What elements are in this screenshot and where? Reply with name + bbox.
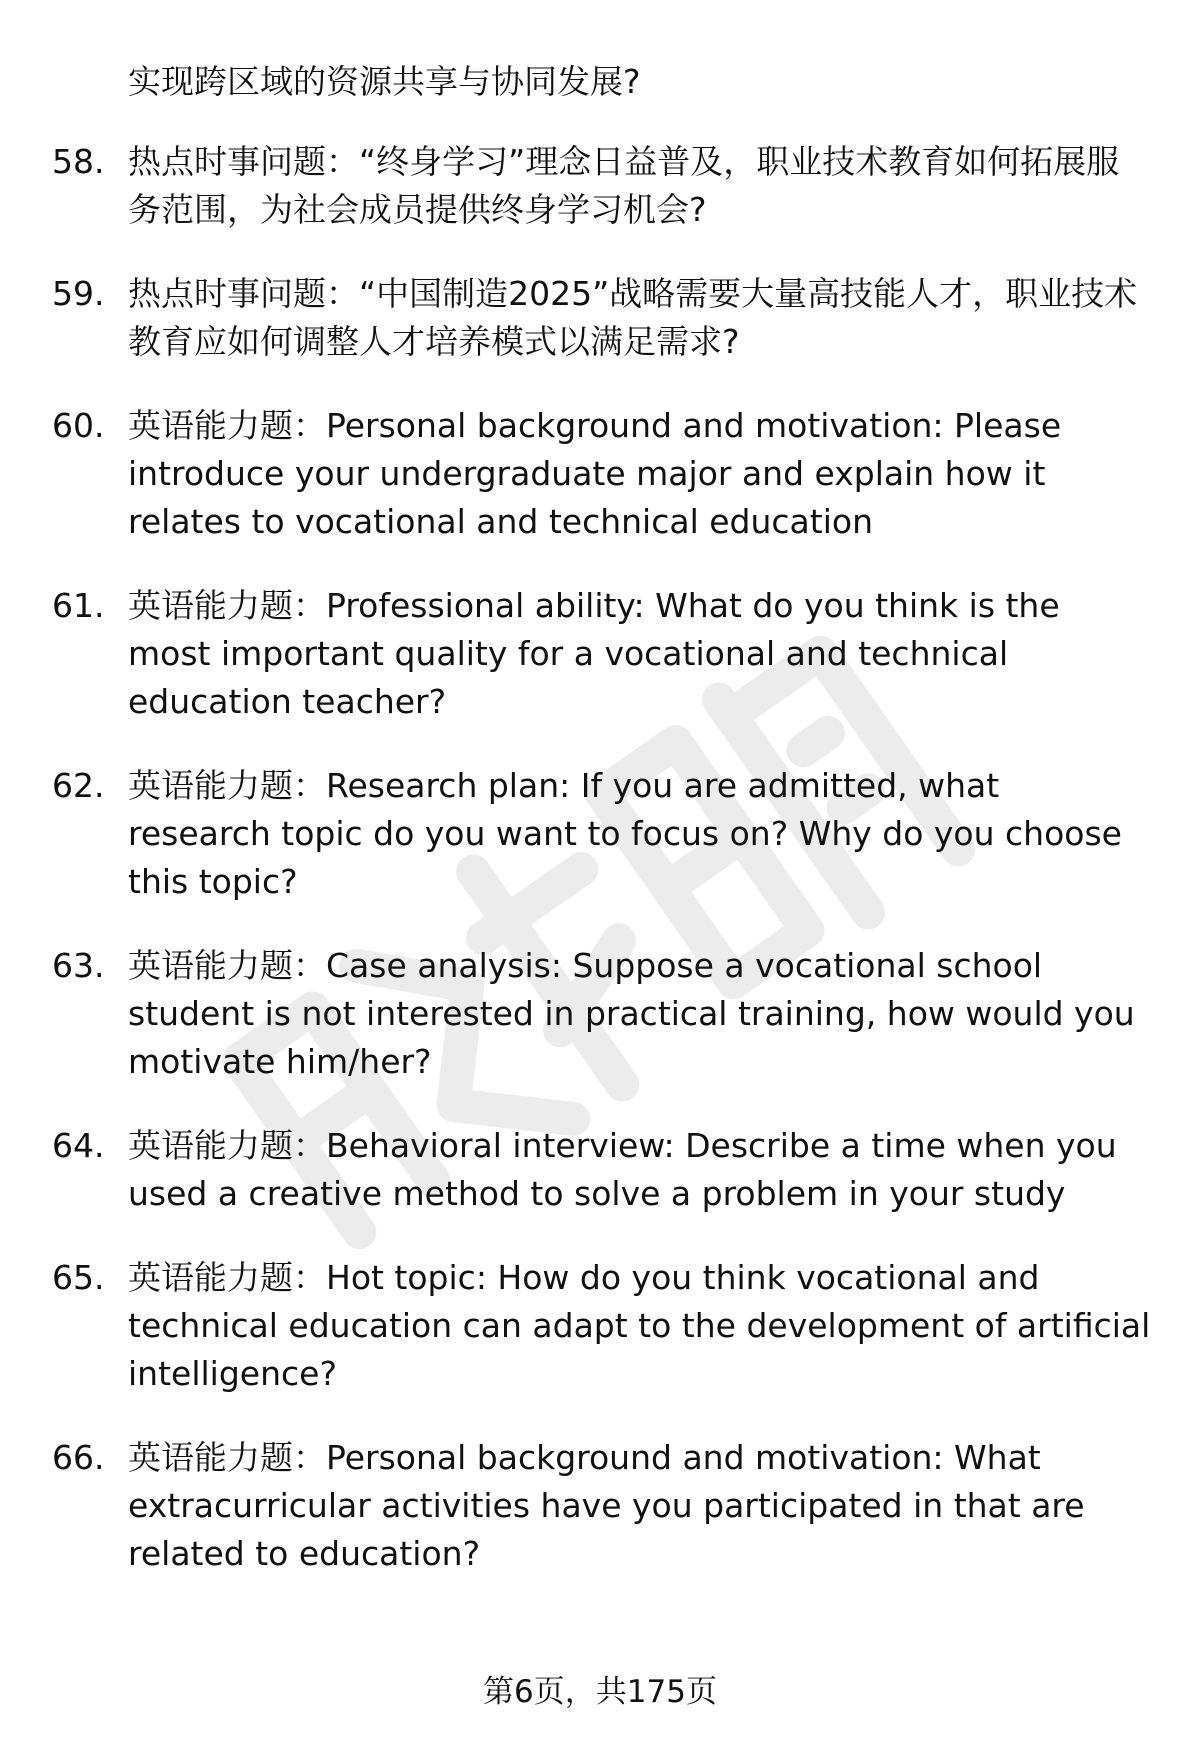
question-text: 英语能力题：Behavioral interview: Describe a time when you used a creative method to solve a problem in your study	[128, 1126, 1117, 1213]
question-item	[0, 1122, 1200, 1218]
page-footer: 第6页，共175页	[483, 1674, 717, 1710]
question-number: 60.	[52, 406, 105, 445]
question-item	[0, 762, 1200, 906]
question-text: 热点时事问题：“终身学习”理念日益普及，职业技术教育如何拓展服务范围，为社会成员提供终身学习机会?	[128, 142, 1120, 229]
question-item	[0, 1254, 1200, 1398]
question-text: 英语能力题：Personal background and motivation: Please introduce your undergraduate major and explain how it relates to vocational and technical education	[128, 406, 1062, 541]
question-item	[0, 1434, 1200, 1578]
question-number: 61.	[52, 586, 105, 625]
question-list	[0, 138, 1200, 1614]
question-item	[0, 270, 1200, 366]
question-number: 58.	[52, 142, 105, 181]
question-number: 63.	[52, 946, 105, 985]
question-item	[0, 582, 1200, 726]
question-text: 英语能力题：Personal background and motivation: What extracurricular activities have you participated in that are related to education?	[128, 1438, 1085, 1573]
question-number: 62.	[52, 766, 105, 805]
question-number: 65.	[52, 1258, 105, 1297]
question-number: 59.	[52, 274, 105, 313]
question-text: 英语能力题：Case analysis: Suppose a vocational school student is not interested in practical training, how would you motivate him/her?	[128, 946, 1135, 1081]
continuation-text: 实现跨区域的资源共享与协同发展?	[128, 62, 641, 101]
question-text: 热点时事问题：“中国制造2025”战略需要大量高技能人才，职业技术教育应如何调整人才培养模式以满足需求?	[128, 274, 1138, 361]
question-number: 66.	[52, 1438, 105, 1477]
question-text: 英语能力题：Professional ability: What do you think is the most important quality for a vocational and technical education teacher?	[128, 586, 1060, 721]
question-item	[0, 942, 1200, 1086]
question-item	[0, 402, 1200, 546]
question-number: 64.	[52, 1126, 105, 1165]
question-text: 英语能力题：Hot topic: How do you think vocational and technical education can adapt to the development of artificial intelligence?	[128, 1258, 1151, 1393]
question-text: 英语能力题：Research plan: If you are admitted, what research topic do you want to focus on? Why do you choose this topic?	[128, 766, 1122, 901]
question-item	[0, 138, 1200, 234]
